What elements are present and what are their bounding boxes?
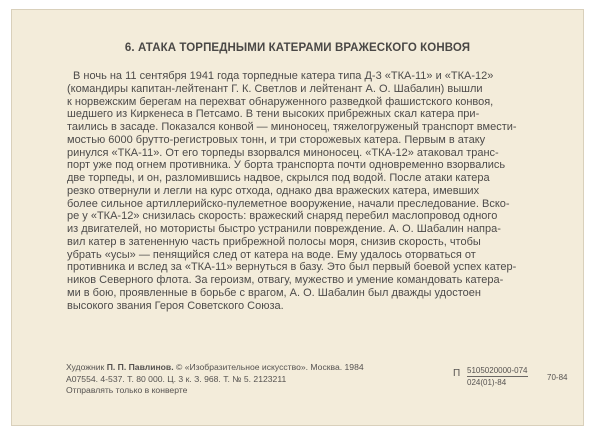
publisher-text: © «Изобразительное искусство». Москва. 1984	[173, 362, 364, 372]
imprint-line: А07554. 4-537. Т. 80 000. Ц. 3 к. З. 968. Т. № 5. 2123211	[66, 373, 287, 384]
body-line: шедшего из Киркенеса в Петсамо. В тени высоких прибрежных скал катера при-	[67, 108, 480, 121]
body-line: ринулся «ТКА-11». От его торпеды взорвался миноносец. «ТКА-12» атаковал транс-	[67, 146, 499, 159]
body-line: порт уже под огнем противника. У борта транспорта почти одновременно взорвались	[67, 159, 506, 172]
body-text	[67, 70, 557, 312]
index-code-top: 5105020000-074	[467, 366, 528, 375]
body-line: (командиры капитан-лейтенант Г. К. Светлов и лейтенант А. О. Шабалин) вышли	[67, 82, 483, 95]
body-line: ников Северного флота. За героизм, отвагу, мужество и умение командовать катера-	[67, 274, 504, 286]
postcard-back	[12, 10, 583, 425]
body-line: вил катер в затененную часть прибрежной полосы моря, снизив скорость, чтобы	[67, 235, 481, 248]
body-line: В ночь на 11 сентября 1941 года торпедные катера типа Д-3 «ТКА-11» и «ТКА-12»	[73, 70, 494, 82]
body-line: высокого звания Героя Советского Союза.	[67, 299, 284, 312]
body-line: резко отвернули и легли на курс отхода, однако два вражеских катера, имевших	[67, 184, 480, 197]
artist-label: Художник	[66, 362, 107, 372]
page-title: 6. АТАКА ТОРПЕДНЫМИ КАТЕРАМИ ВРАЖЕСКОГО КОНВОЯ	[124, 42, 471, 54]
body-line: противника и вслед за «ТКА-11» вернуться в базу. Это был первый боевой успех катер-	[67, 261, 517, 274]
body-line: более сильное артиллерийско-пулеметное вооружение, начали преследование. Вско-	[67, 197, 510, 210]
body-line: из двигателей, но мотористы быстро устранили повреждение. А. О. Шабалин напра-	[67, 223, 501, 235]
body-line: ми в бою, проявленные в борьбе с врагом, А. О. Шабалин был дважды удостоен	[67, 286, 481, 299]
body-line: убрать «усы» — пенящийся след от катера на воде. Ему удалось оторваться от	[67, 248, 476, 261]
body-line: ре у «ТКА-12» снизилась скорость: вражеский снаряд перебил маслопровод одного	[67, 210, 498, 223]
body-line: мостью 6000 брутто-регистровых тонн, и три сторожевых катера. Первым в атаку	[67, 133, 486, 146]
index-price: 70-84	[547, 373, 568, 382]
index-letter: П	[453, 368, 461, 379]
body-line: таились в засаде. Показался конвой — миноносец, тяжелогруженый транспорт вмести-	[67, 121, 517, 133]
body-line: две торпеды, и он, разломившись надвое, скрылся под водой. После атаки катера	[67, 172, 490, 184]
body-line: к норвежским берегам на перехват обнаруженного разведкой фашистского конвоя,	[67, 95, 494, 108]
artist-name: П. П. Павлинов.	[106, 362, 174, 372]
mailing-note: Отправлять только в конверте	[66, 385, 188, 395]
index-code-bottom: 024(01)-84	[467, 378, 507, 387]
